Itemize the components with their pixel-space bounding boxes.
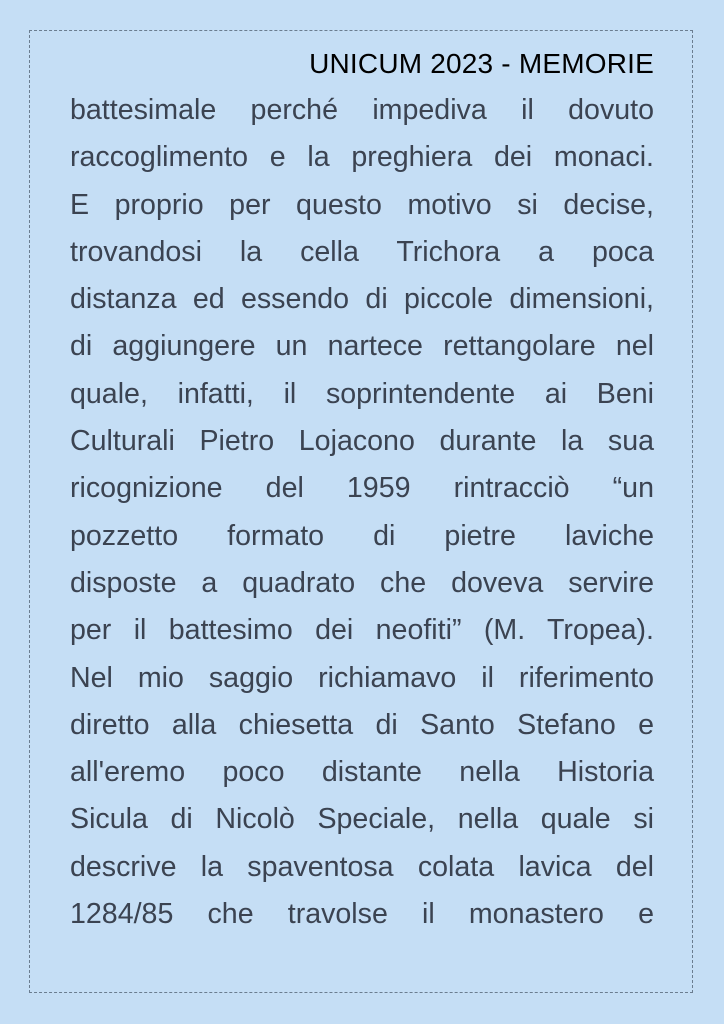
text-line: all'eremo poco distante nella Historia	[70, 756, 654, 789]
text-line: per il battesimo dei neofiti” (M. Tropea).	[70, 614, 654, 647]
text-line: raccoglimento e la preghiera dei monaci.	[70, 141, 654, 174]
text-line: Sicula di Nicolò Speciale, nella quale si	[70, 803, 654, 836]
text-line: quale, infatti, il soprintendente ai Beni	[70, 377, 654, 410]
text-line: distanza ed essendo di piccole dimensioni,	[70, 283, 654, 316]
text-line: Culturali Pietro Lojacono durante la sua	[70, 425, 654, 458]
text-line: 1284/85 che travolse il monastero e	[70, 898, 654, 931]
text-line: disposte a quadrato che doveva servire	[70, 566, 654, 599]
text-line: di aggiungere un nartece rettangolare nel	[70, 330, 654, 363]
body-text	[70, 87, 654, 938]
text-line: pozzetto formato di pietre laviche	[70, 519, 654, 552]
page-header: UNICUM 2023 - MEMORIE	[309, 48, 654, 79]
text-line: ricognizione del 1959 rintracciò “un	[70, 472, 654, 505]
text-line: diretto alla chiesetta di Santo Stefano e	[70, 708, 654, 741]
text-line: Nel mio saggio richiamavo il riferimento	[70, 661, 654, 694]
text-line: E proprio per questo motivo si decise,	[70, 188, 654, 221]
text-line: trovandosi la cella Trichora a poca	[70, 235, 654, 268]
text-line: descrive la spaventosa colata lavica del	[70, 850, 654, 883]
text-line: battesimale perché impediva il dovuto	[70, 94, 654, 126]
